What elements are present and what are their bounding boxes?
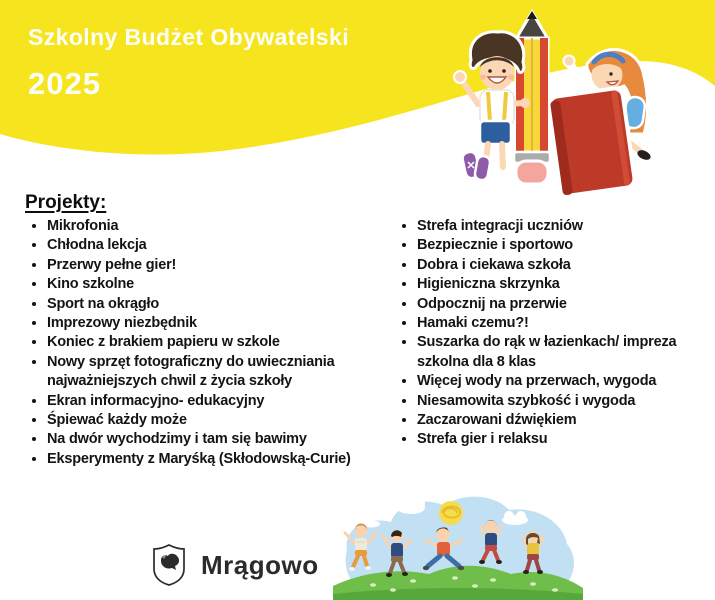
project-item: • Bezpiecznie i sportowo — [417, 236, 715, 255]
projects-heading: Projekty: — [25, 192, 107, 213]
pencil — [514, 11, 550, 184]
project-item: • Eksperymenty z Maryśką (Skłodowską-Curie) — [47, 450, 379, 469]
project-item: • Strefa gier i relaksu — [417, 430, 715, 449]
project-item: • Kino szkolne — [47, 275, 379, 294]
project-item: • Zaczarowani dźwiękiem — [417, 411, 715, 430]
book — [548, 87, 635, 196]
project-item: • Ekran informacyjno- edukacyjny — [47, 392, 379, 411]
project-item: • Higieniczna skrzynka — [417, 275, 715, 294]
project-item: • Śpiewać każdy może — [47, 411, 379, 430]
city-logo — [151, 543, 319, 587]
project-item: • Nowy sprzęt fotograficzny do uwieczniania najważniejszych chwil z życia szkoły — [47, 353, 379, 392]
project-item: • Suszarka do rąk w łazienkach/ impreza szkolna dla 8 klas — [417, 333, 715, 372]
project-item: • Strefa integracji uczniów — [417, 217, 715, 236]
project-item: • Hamaki czemu?! — [417, 314, 715, 333]
project-item: • Chłodna lekcja — [47, 236, 379, 255]
projects-column-left — [25, 217, 379, 469]
page-title: Szkolny Budżet Obywatelski — [28, 24, 349, 50]
mragowo-shield-bear-icon — [151, 543, 187, 587]
project-item: • Więcej wody na przerwach, wygoda — [417, 372, 715, 391]
project-item: • Odpocznij na przerwie — [417, 295, 715, 314]
project-item: • Imprezowy niezbędnik — [47, 314, 379, 333]
city-name: Mrągowo — [201, 550, 319, 580]
project-item: • Przerwy pełne gier! — [47, 256, 379, 275]
project-item: • Mikrofonia — [47, 217, 379, 236]
project-item: • Niesamowita szybkość i wygoda — [417, 392, 715, 411]
project-item: • Dobra i ciekawa szkoła — [417, 256, 715, 275]
project-item: • Na dwór wychodzimy i tam się bawimy — [47, 430, 379, 449]
project-item: • Koniec z brakiem papieru w szkole — [47, 333, 379, 352]
project-item: • Sport na okrągło — [47, 295, 379, 314]
children-jumping-illustration — [333, 486, 583, 600]
sun-icon — [439, 501, 463, 525]
projects-column-right — [395, 217, 715, 450]
page-year: 2025 — [28, 66, 101, 101]
children-pencil-book-illustration — [435, 4, 715, 200]
